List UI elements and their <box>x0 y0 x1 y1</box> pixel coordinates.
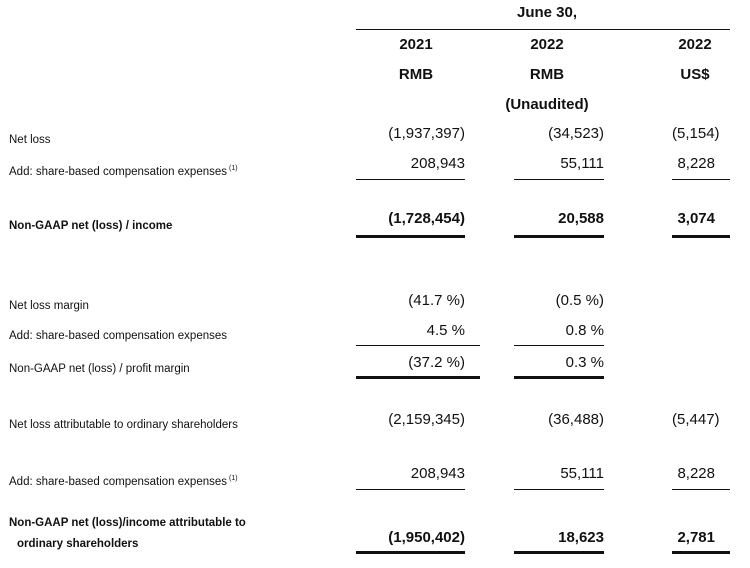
footnote-marker: (1) <box>229 475 238 482</box>
non-gaap-margin-label: Non-GAAP net (loss) / profit margin <box>9 363 190 375</box>
total-rule <box>514 551 604 554</box>
non-gaap-margin-2022: 0.3 % <box>565 354 604 371</box>
net-loss-ordinary-2022-usd: (5,447) <box>672 411 720 428</box>
subtotal-rule <box>356 489 465 490</box>
sbc-2022-usd: 8,228 <box>677 155 715 172</box>
non-gaap-ordinary-label-line2: ordinary shareholders <box>17 538 139 550</box>
total-rule <box>514 376 604 379</box>
subtotal-rule <box>514 489 604 490</box>
period-header: June 30, <box>516 4 578 21</box>
col3-year: 2022 <box>678 36 712 53</box>
sbc-2021: 208,943 <box>410 155 465 172</box>
net-loss-2022-usd: (5,154) <box>672 125 720 142</box>
sbc-margin-2021: 4.5 % <box>426 322 465 339</box>
total-rule <box>356 235 465 238</box>
sbc-margin-label: Add: share-based compensation expenses <box>9 330 228 342</box>
sbc-ordinary-2021: 208,943 <box>410 465 465 482</box>
col3-currency: US$ <box>680 66 710 83</box>
sbc-ordinary-label: Add: share-based compensation expenses $^{(1)}$ <box>9 475 238 488</box>
net-loss-ordinary-2021: (2,159,345) <box>388 411 465 428</box>
net-loss-label: Net loss <box>9 134 51 146</box>
col1-year: 2021 <box>399 36 433 53</box>
net-loss-margin-2021: (41.7 %) <box>408 292 465 309</box>
subtotal-rule <box>672 489 730 490</box>
subtotal-rule <box>356 345 480 346</box>
non-gaap-ordinary-2022-usd: 2,781 <box>677 529 715 546</box>
col2-note: (Unaudited) <box>505 96 589 113</box>
col2-year: 2022 <box>530 36 564 53</box>
non-gaap-ordinary-2021: (1,950,402) <box>388 529 465 546</box>
subtotal-rule <box>514 179 604 180</box>
total-rule <box>672 551 730 554</box>
net-loss-ordinary-2022-rmb: (36,488) <box>548 411 604 428</box>
total-rule <box>672 235 730 238</box>
net-loss-2021: (1,937,397) <box>388 125 465 142</box>
total-rule <box>356 376 480 379</box>
subtotal-rule <box>672 179 730 180</box>
sbc-ordinary-2022-rmb: 55,111 <box>560 465 604 482</box>
sbc-2022-rmb: 55,111 <box>560 155 604 172</box>
net-loss-margin-label: Net loss margin <box>9 300 89 312</box>
sbc-margin-2022: 0.8 % <box>565 322 604 339</box>
non-gaap-net-2021: (1,728,454) <box>388 210 465 227</box>
net-loss-margin-2022: (0.5 %) <box>555 292 604 309</box>
total-rule <box>514 235 604 238</box>
net-loss-ordinary-label: Net loss attributable to ordinary shareholders <box>9 419 238 431</box>
total-rule <box>356 551 465 554</box>
non-gaap-ordinary-2022-rmb: 18,623 <box>558 529 604 546</box>
non-gaap-ordinary-label-line1: Non-GAAP net (loss)/income attributable to <box>9 517 246 529</box>
subtotal-rule <box>514 345 604 346</box>
non-gaap-margin-2021: (37.2 %) <box>408 354 465 371</box>
col1-currency: RMB <box>398 66 434 83</box>
net-loss-2022-rmb: (34,523) <box>548 125 604 142</box>
col2-currency: RMB <box>529 66 565 83</box>
non-gaap-net-2022-usd: 3,074 <box>677 210 715 227</box>
non-gaap-net-label: Non-GAAP net (loss) / income <box>9 220 173 232</box>
subtotal-rule <box>356 179 465 180</box>
footnote-marker: (1) <box>229 165 238 172</box>
header-rule <box>356 29 730 30</box>
non-gaap-net-2022-rmb: 20,588 <box>558 210 604 227</box>
sbc-label: Add: share-based compensation expenses $^{(1)}$ <box>9 165 238 178</box>
sbc-ordinary-2022-usd: 8,228 <box>677 465 715 482</box>
